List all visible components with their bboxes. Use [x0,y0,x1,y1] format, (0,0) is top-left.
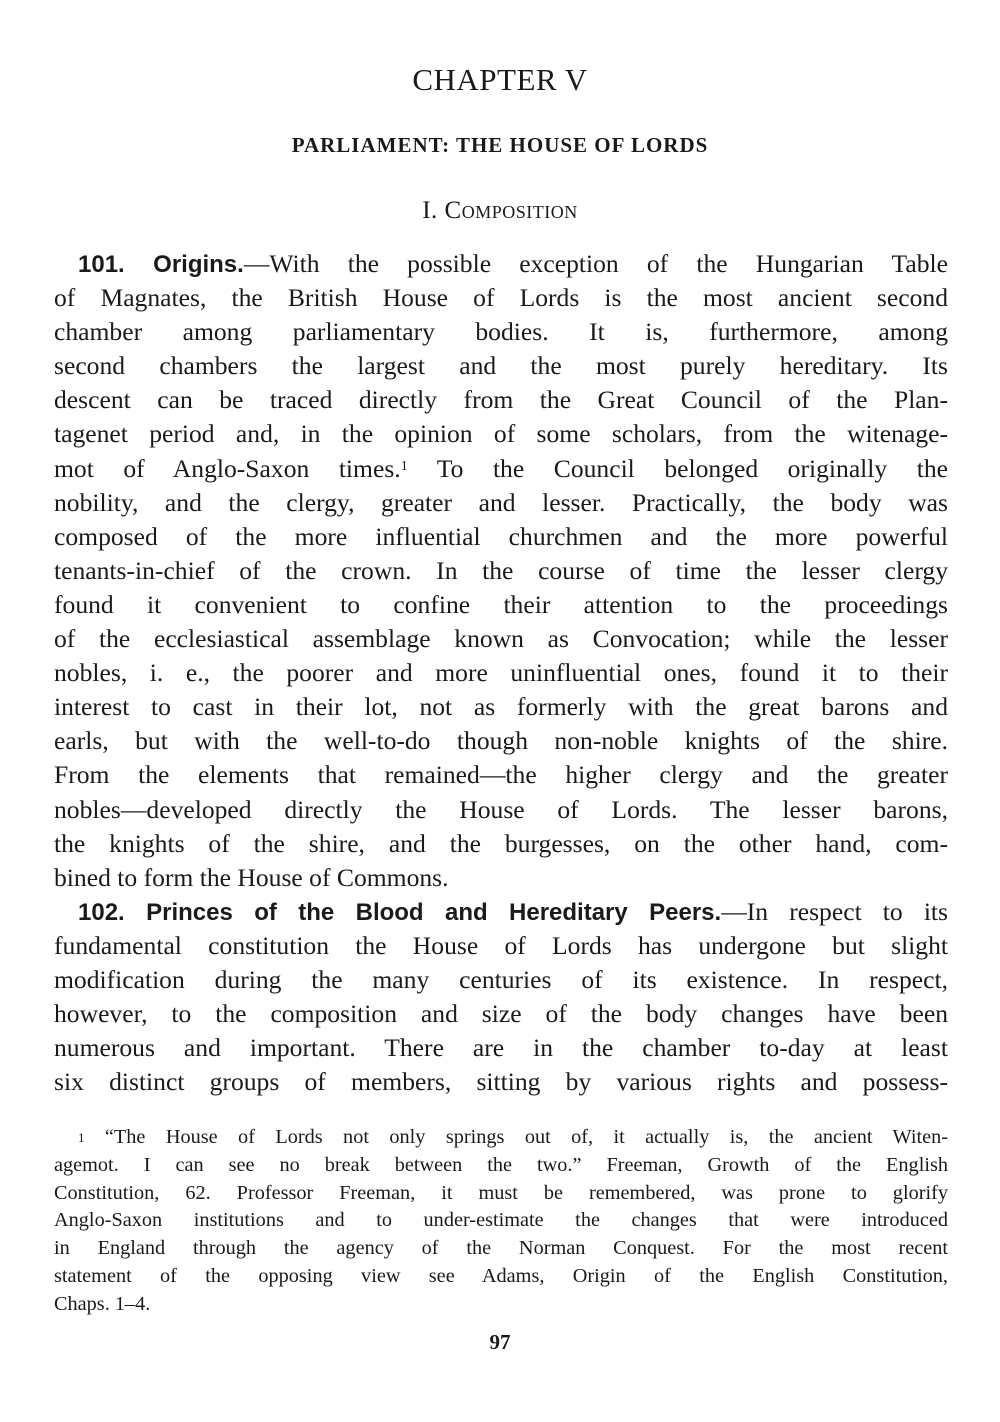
paragraph-line: 102. Princes of the Blood and Hereditary Peers.—In respect to its [78,896,948,926]
paragraph-line: fundamental constitution the House of Lords has undergone but slight [54,930,948,960]
section-title: I. Composition [422,197,578,224]
paragraph-line: mot of Anglo-Saxon times.$^1$ To the Council belonged originally the [54,453,948,483]
paragraph-line: From the elements that remained—the higher clergy and the greater [54,760,948,790]
footnote-line: Constitution, 62. Professor Freeman, it must be remembered, was prone to glorify [54,1181,948,1204]
paragraph-heading: 102. Princes of the Blood and Hereditary Peers. [78,898,722,926]
paragraph-line: nobles, i. e., the poorer and more uninfluential ones, found it to their [54,658,948,688]
paragraph-line: found it convenient to confine their attention to the proceedings [54,589,948,619]
paragraph-line: nobles—developed directly the House of Lords. The lesser barons, [54,794,948,824]
paragraph-line: chamber among parliamentary bodies. It is, furthermore, among [54,317,948,347]
footnote-line: $^1$ “The House of Lords not only springs out of, it actually is, the ancient Witen- [78,1126,948,1148]
footnote [54,1124,948,1319]
paragraph-line: tagenet period and, in the opinion of some scholars, from the witenage- [54,419,948,449]
paragraph-line: numerous and important. There are in the chamber to-day at least [54,1033,948,1063]
paragraph-line: bined to form the House of Commons. [54,862,449,892]
paragraph-line: 101. Origins.—With the possible exception of the Hungarian Table [78,249,948,278]
paragraph-line: nobility, and the clergy, greater and lesser. Practically, the body was [54,487,948,517]
footnote-line: Chaps. 1–4. [54,1292,151,1315]
body-text [54,247,948,1099]
paragraph-line: the knights of the shire, and the burgesses, on the other hand, com- [54,828,948,858]
paragraph-line: earls, but with the well-to-do though non-noble knights of the shire. [54,726,948,756]
footnote-marker: 1 [78,1130,85,1145]
paragraph-line: of Magnates, the British House of Lords is the most ancient second [54,283,948,313]
footnote-line: Anglo-Saxon institutions and to under-estimate the changes that were introduced [54,1209,948,1232]
footnote-reference[interactable]: 1 [400,458,408,474]
page-number: 97 [489,1330,511,1354]
chapter-title: CHAPTER V [412,62,588,97]
paragraph-line: tenants-in-chief of the crown. In the course of time the lesser clergy [54,555,948,585]
footnote-line: agemot. I can see no break between the two.” Freeman, Growth of the English [54,1153,948,1176]
paragraph-line: of the ecclesiastical assemblage known as Convocation; while the lesser [54,624,948,654]
footnote-line: in England through the agency of the Norman Conquest. For the most recent [54,1237,948,1260]
paragraph-heading: 101. Origins. [78,251,244,278]
paragraph-line: descent can be traced directly from the Great Council of the Plan- [54,385,948,415]
footnote-line: statement of the opposing view see Adams, Origin of the English Constitution, [54,1264,948,1287]
paragraph-line: second chambers the largest and the most purely hereditary. Its [54,351,948,381]
paragraph-line: six distinct groups of members, sitting by various rights and possess- [54,1067,948,1097]
chapter-subtitle: PARLIAMENT: THE HOUSE OF LORDS [291,133,709,157]
paragraph-line: interest to cast in their lot, not as formerly with the great barons and [54,692,948,722]
paragraph-line: modification during the many centuries of its existence. In respect, [54,964,948,994]
paragraph-line: however, to the composition and size of the body changes have been [54,999,948,1029]
paragraph-line: composed of the more influential churchmen and the more powerful [54,521,948,551]
